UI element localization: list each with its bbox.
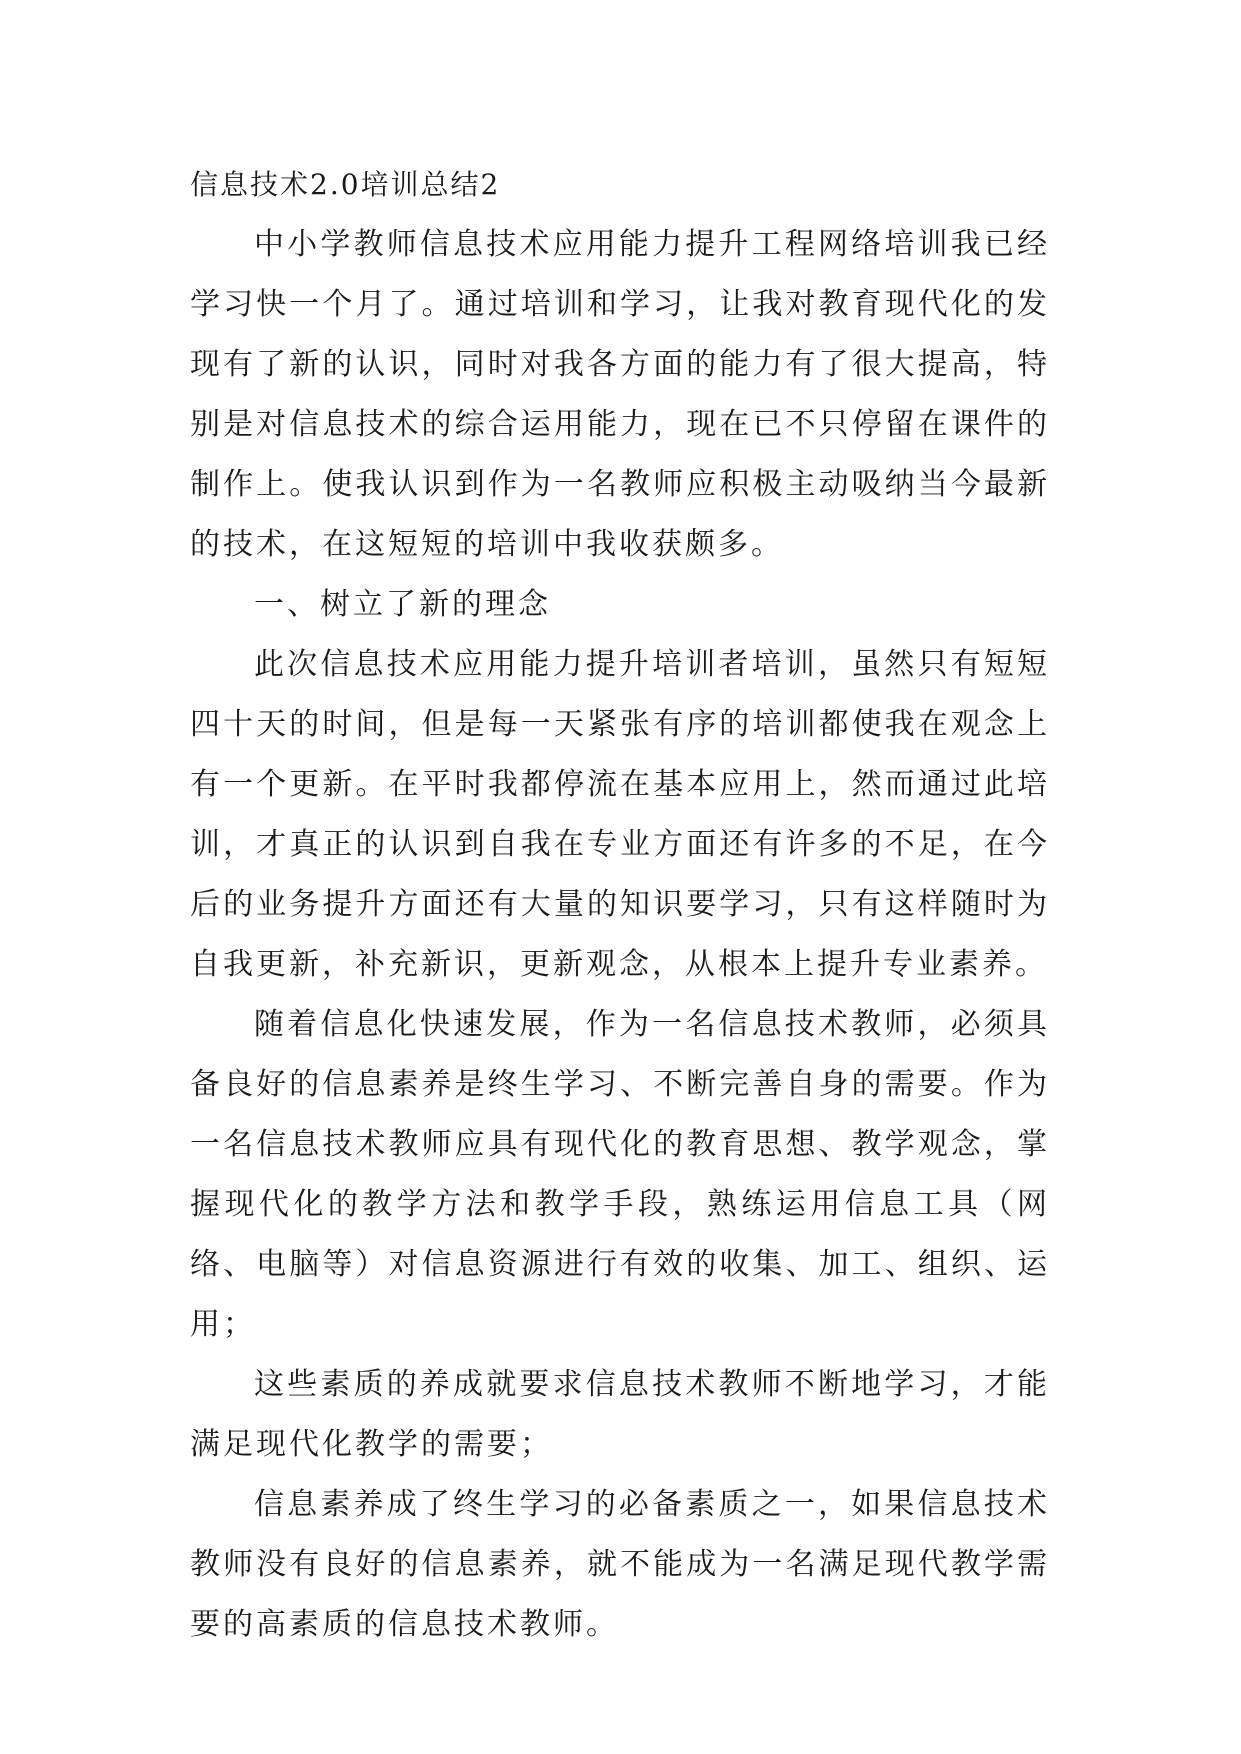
paragraph-informatization: 随着信息化快速发展，作为一名信息技术教师，必须具备良好的信息素养是终生学习、不断完善自身的需要。作为一名信息技术教师应具有现代化的教育思想、教学观念，掌握现代化的教学方法和教学手段，熟练运用信息工具（网络、电脑等）对信息资源进行有效的收集、加工、组织、运用； xyxy=(190,1007,1050,1342)
section-heading-1: 一、树立了新的理念 xyxy=(254,587,551,622)
paragraph-intro: 中小学教师信息技术应用能力提升工程网络培训我已经学习快一个月了。通过培训和学习，让我对教育现代化的发现有了新的认识，同时对我各方面的能力有了很大提高，特别是对信息技术的综合运用能力，现在已不只停留在课件的制作上。使我认识到作为一名教师应积极主动吸纳当今最新的技术，在这短短的培训中我收获颇多。 xyxy=(190,227,1050,562)
paragraph-qualities: 这些素质的养成就要求信息技术教师不断地学习，才能满足现代化教学的需要； xyxy=(190,1367,1050,1462)
document-title: 信息技术2.0培训总结2 xyxy=(190,168,501,201)
paragraph-training: 此次信息技术应用能力提升培训者培训，虽然只有短短四十天的时间，但是每一天紧张有序的培训都使我在观念上有一个更新。在平时我都停流在基本应用上，然而通过此培训，才真正的认识到自我在专业方面还有许多的不足，在今后的业务提升方面还有大量的知识要学习，只有这样随时为自我更新，补充新识，更新观念，从根本上提升专业素养。 xyxy=(190,647,1050,982)
paragraph-literacy: 信息素养成了终生学习的必备素质之一，如果信息技术教师没有良好的信息素养，就不能成为一名满足现代教学需要的高素质的信息技术教师。 xyxy=(190,1487,1050,1642)
document-body xyxy=(190,155,1050,1655)
